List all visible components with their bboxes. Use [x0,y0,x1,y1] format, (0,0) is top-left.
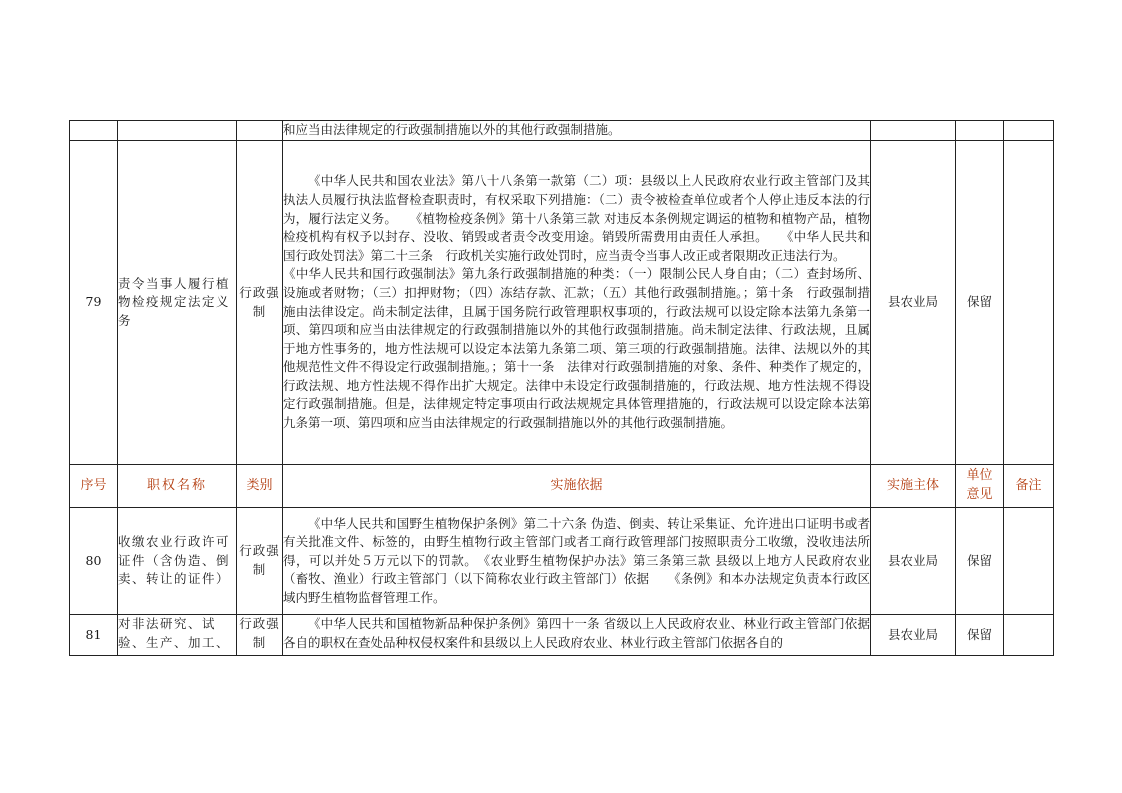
header-opinion [956,465,1004,508]
row-number [70,121,118,141]
table-row [70,615,1054,656]
remark [1004,615,1054,656]
row-number: 80 [70,508,118,615]
basis-paragraph: 《中华人民共和国农业法》第八十八条第一款第（二）项：县级以上人民政府农业行政主管部门及其执法人员履行执法监督检查职责时，有权采取下列措施：（二）责令被检查单位或者个人停止违反本法的行为，履行法定义务。 《植物检疫条例》第十八条第三款 对违反本条例规定调运的植物和植物产品，植物检疫机构有权予以封存、没收、销毁或者责令改变用途。销毁所需费用由责任人承担。 《中华人民共和国行政处罚法》第二十三条 行政机关实施行政处罚时，应当责令当事人改正或者限期改正违法行为。 [283,173,870,263]
header-opinion-line2: 意见 [966,487,993,502]
remark [1004,508,1054,615]
authority-category [237,121,283,141]
authority-category: 行政强制 [237,508,283,615]
table-header-row [70,465,1054,508]
basis-paragraph: 《中华人民共和国野生植物保护条例》第二十六条 伪造、倒卖、转让采集证、允许进出口证明书或者有关批准文件、标签的，由野生植物行政主管部门或者工商行政管理部门按照职责分工收缴，没收违法所得，可以并处５万元以下的罚款。 《农业野生植物保护办法》第三条第三款 县级以上地方人民政府农业（畜牧、渔业）行政主管部门（以下简称农业行政主管部门）依据 《条例》和本办法规定负责本行政区域内野生植物监督管理工作。 [283,515,870,605]
authority-name [118,121,237,141]
table-row [70,121,1054,141]
header-basis: 实施依据 [283,465,871,508]
authority-category: 行政强制 [237,615,283,656]
implementing-body: 县农业局 [871,141,956,465]
header-body: 实施主体 [871,465,956,508]
header-name: 职权名称 [118,465,237,508]
implementation-basis [283,121,871,141]
remark [1004,141,1054,465]
basis-paragraph: 《中华人民共和国植物新品种保护条例》第四十一条 省级以上人民政府农业、林业行政主管部门依据各自的职权在查处品种权侵权案件和县级以上人民政府农业、林业行政主管部门依据各自的 [283,616,870,650]
authority-category: 行政强制 [237,141,283,465]
authority-name: 责令当事人履行植物检疫规定法定义务 [118,141,237,465]
implementing-body [871,121,956,141]
authority-name: 对非法研究、试验、生产、加工、 [118,615,237,656]
table-row [70,508,1054,615]
header-remark: 备注 [1004,465,1054,508]
implementing-body: 县农业局 [871,615,956,656]
row-number: 79 [70,141,118,465]
authority-name: 收缴农业行政许可证件（含伪造、倒卖、转让的证件） [118,508,237,615]
implementing-body: 县农业局 [871,508,956,615]
unit-opinion: 保留 [956,508,1004,615]
remark [1004,121,1054,141]
table-row [70,141,1054,465]
header-category: 类别 [237,465,283,508]
unit-opinion: 保留 [956,615,1004,656]
header-no: 序号 [70,465,118,508]
unit-opinion [956,121,1004,141]
authority-table [69,120,1054,656]
implementation-basis [283,615,871,656]
implementation-basis [283,508,871,615]
implementation-basis [283,141,871,465]
basis-paragraph: 《中华人民共和国行政强制法》第九条行政强制措施的种类：（一）限制公民人身自由；（二）查封场所、设施或者财物；（三）扣押财物；（四）冻结存款、汇款；（五）其他行政强制措施。；第十条 行政强制措施由法律设定。尚未制定法律，且属于国务院行政管理职权事项的，行政法规可以设定除本法第九条第一项、第四项和应当由法律规定的行政强制措施以外的其他行政强制措施。尚未制定法律、行政法规，且属于地方性事务的，地方性法规可以设定本法第九条第二项、第三项的行政强制措施。法律、法规以外的其他规范性文件不得设定行政强制措施。；第十一条 法律对行政强制措施的对象、条件、种类作了规定的，行政法规、地方性法规不得作出扩大规定。法律中未设定行政强制措施的，行政法规、地方性法规不得设定行政强制措施。但是，法律规定特定事项由行政法规规定具体管理措施的，行政法规可以设定除本法第九条第一项、第四项和应当由法律规定的行政强制措施以外的其他行政强制措施。 [283,266,870,431]
row-number: 81 [70,615,118,656]
header-opinion-line1: 单位 [966,468,993,484]
basis-paragraph: 和应当由法律规定的行政强制措施以外的其他行政强制措施。 [283,122,621,138]
unit-opinion: 保留 [956,141,1004,465]
